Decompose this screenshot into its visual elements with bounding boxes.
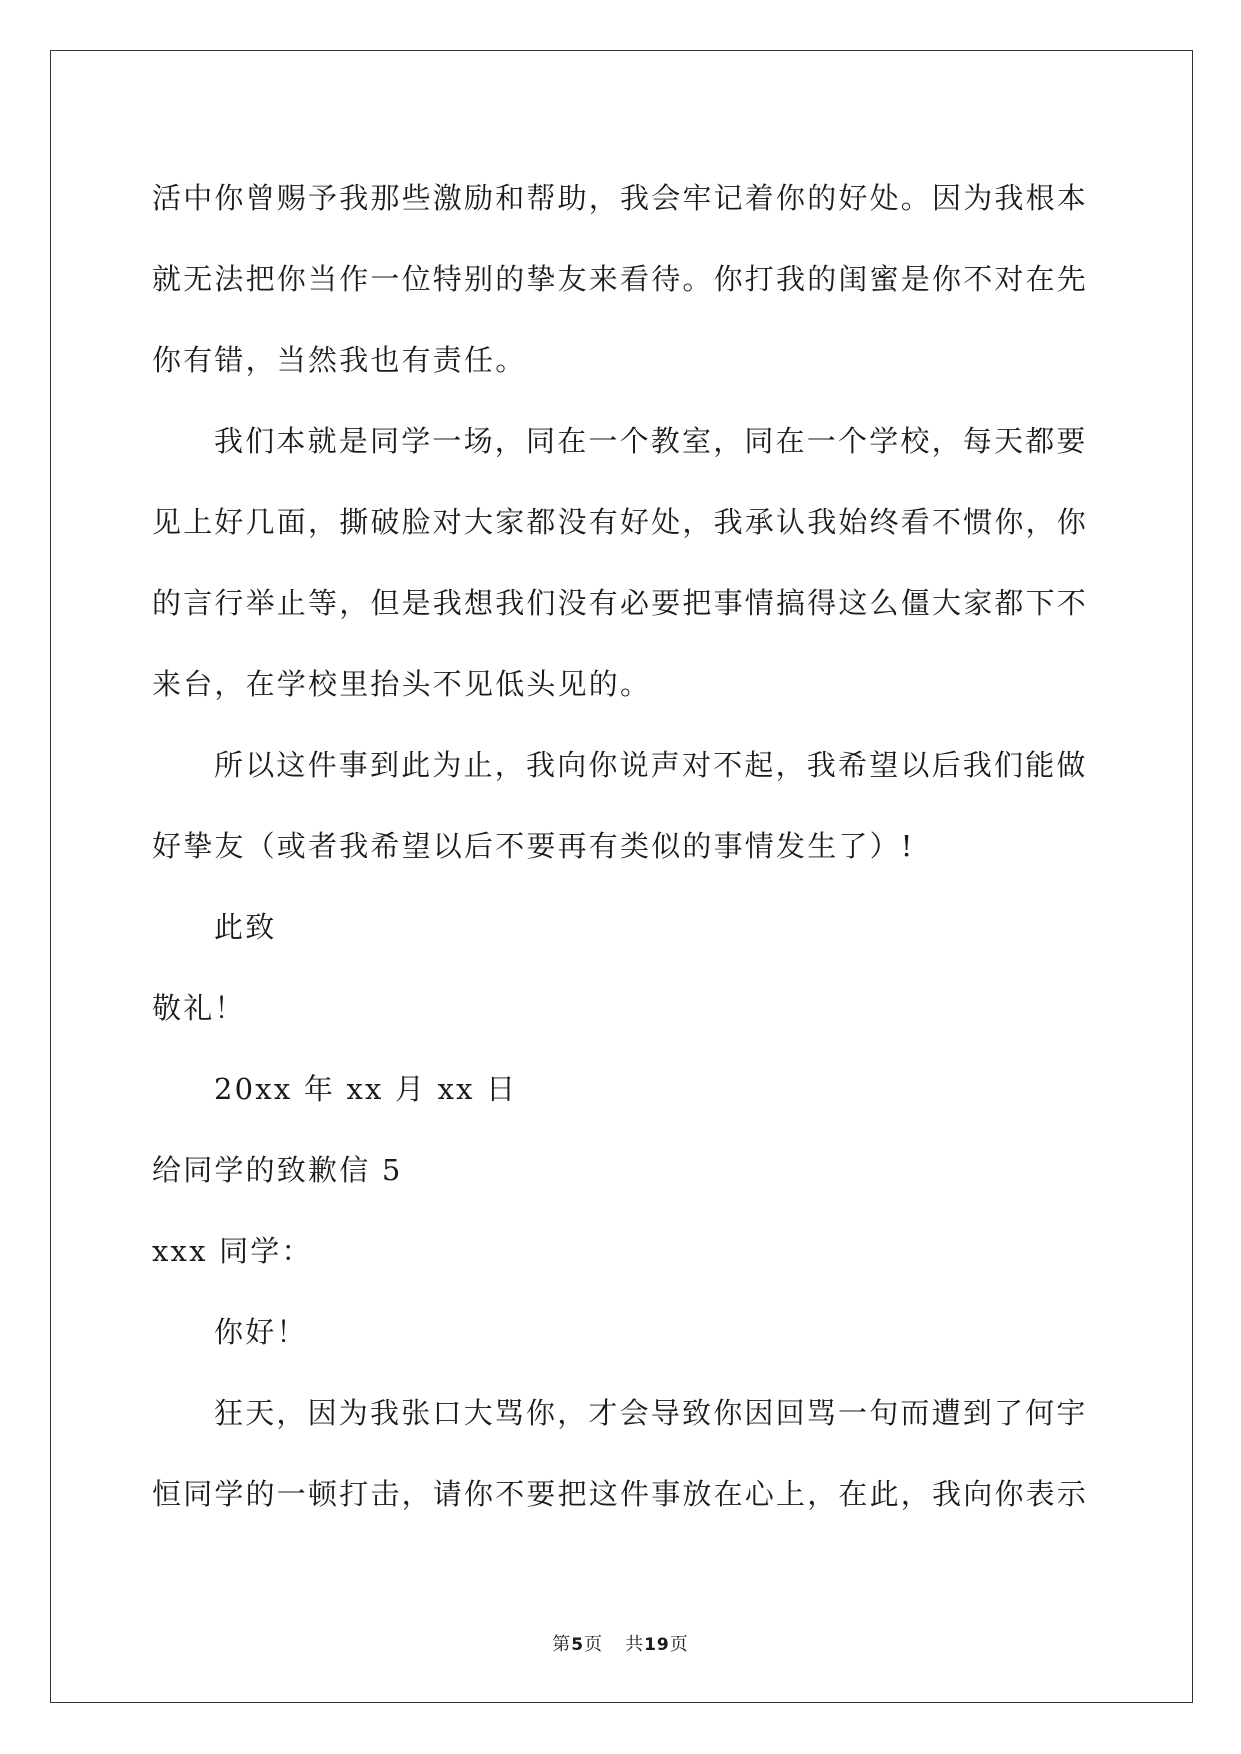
text-line: 恒同学的一顿打击，请你不要把这件事放在心上，在此，我向你表示 [152,1477,1089,1511]
text-line: 狂天，因为我张口大骂你，才会导致你因回骂一句而遭到了何宇 [214,1396,1088,1430]
text-line: 你有错，当然我也有责任。 [152,343,527,377]
text-line: 好挚友（或者我希望以后不要再有类似的事情发生了）! [152,829,915,863]
text-line: 你好！ [214,1315,308,1349]
text-line: 就无法把你当作一位特别的挚友来看待。你打我的闺蜜是你不对在先 [152,262,1089,296]
text-line: 来台，在学校里抬头不见低头见的。 [152,667,652,701]
total-suffix: 页 [669,1634,689,1655]
text-line: 所以这件事到此为止，我向你说声对不起，我希望以后我们能做 [214,748,1088,782]
text-line: 活中你曾赐予我那些激励和帮助，我会牢记着你的好处。因为我根本 [152,181,1089,215]
text-line: 此致 [214,910,277,944]
text-line: 见上好几面，撕破脸对大家都没有好处，我承认我始终看不惯你，你 [152,505,1089,539]
page-footer [0,1630,1241,1656]
total-pages: 19 [644,1635,670,1655]
text-line: 敬礼！ [152,991,246,1025]
document-body [152,158,1092,1535]
text-line: 20xx 年 xx 月 xx 日 [214,1072,518,1106]
text-line: 我们本就是同学一场，同在一个教室，同在一个学校，每天都要 [214,424,1088,458]
text-line: xxx 同学： [152,1234,313,1268]
total-prefix: 共 [625,1634,645,1655]
page-suffix: 页 [584,1634,604,1655]
page-number: 5 [571,1635,585,1655]
text-line: 的言行举止等，但是我想我们没有必要把事情搞得这么僵大家都下不 [152,586,1089,620]
text-line: 给同学的致歉信 5 [152,1153,403,1187]
page-prefix: 第 [552,1634,572,1655]
